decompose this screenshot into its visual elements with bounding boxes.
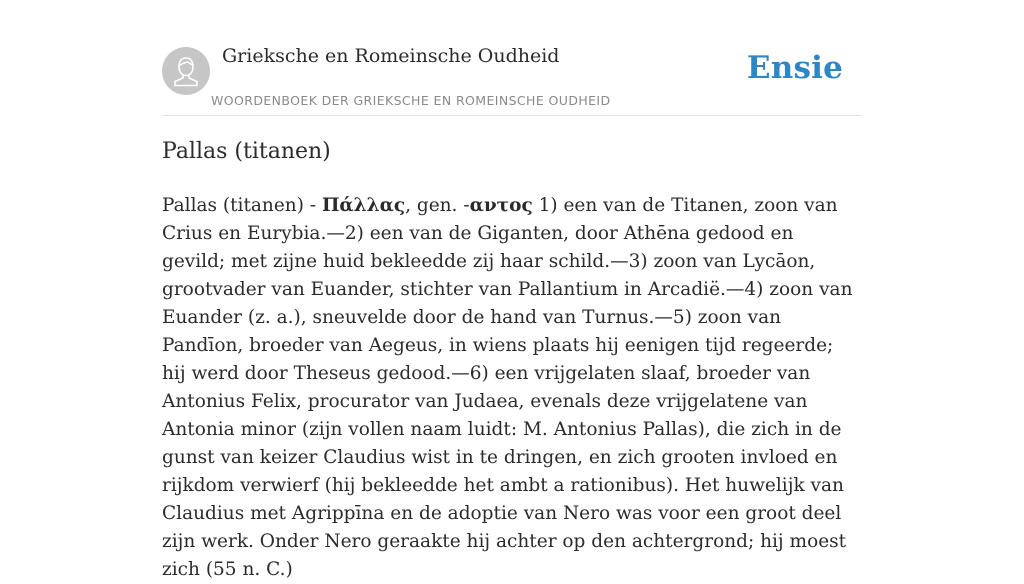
greek-genitive: αντος bbox=[469, 195, 533, 216]
genitive-label: , gen. - bbox=[405, 195, 470, 216]
greek-name: Πάλλας bbox=[321, 195, 406, 216]
definition-body: 1) een van de Titanen, zoon van Crius en Eurybia.—2) een van de Giganten, door Athēna gedood en gevild; met zijne huid bekleedde zij haar schild.—3) zoon van Lycāon, grootvader van Euander, stichter van Pallantium in Arcadië.—4) zoon van Euander (z. a.), sneuvelde door de hand van Turnus.—5) zoon van Pandīon, broeder van Aegeus, in wiens plaats hij eenigen tijd regeerde; hij werd door Theseus gedood.—6) een vrijgelaten slaaf, broeder van Antonius Felix, procurator van Judaea, evenals deze vrijgelatene van Antonia minor (zijn vollen naam luidt: M. Antonius Pallas), die zich in de gunst van keizer Claudius wist in te dringen, en zich grooten invloed en rijkdom verwierf (hij bekleedde het ambt a rationibus). Het huwelijk van Claudius met Agrippīna en de adoptie van Nero was voor een groot deel zijn werk. Onder Nero geraakte hij achter op den achtergrond; hij moest zich (55 n. C.) bbox=[162, 195, 853, 580]
source-header bbox=[162, 0, 862, 116]
definition-text bbox=[162, 192, 862, 584]
source-title-link[interactable]: Grieksche en Romeinsche Oudheid bbox=[222, 45, 560, 67]
definition-lead: Pallas (titanen) - bbox=[162, 195, 322, 216]
page-container bbox=[162, 0, 862, 580]
ensie-logo[interactable]: Ensie bbox=[746, 50, 843, 86]
user-icon bbox=[162, 47, 210, 95]
source-subtitle: WOORDENBOEK DER GRIEKSCHE EN ROMEINSCHE OUDHEID bbox=[211, 93, 611, 108]
page-title: Pallas (titanen) bbox=[162, 139, 331, 164]
avatar[interactable] bbox=[162, 47, 210, 95]
